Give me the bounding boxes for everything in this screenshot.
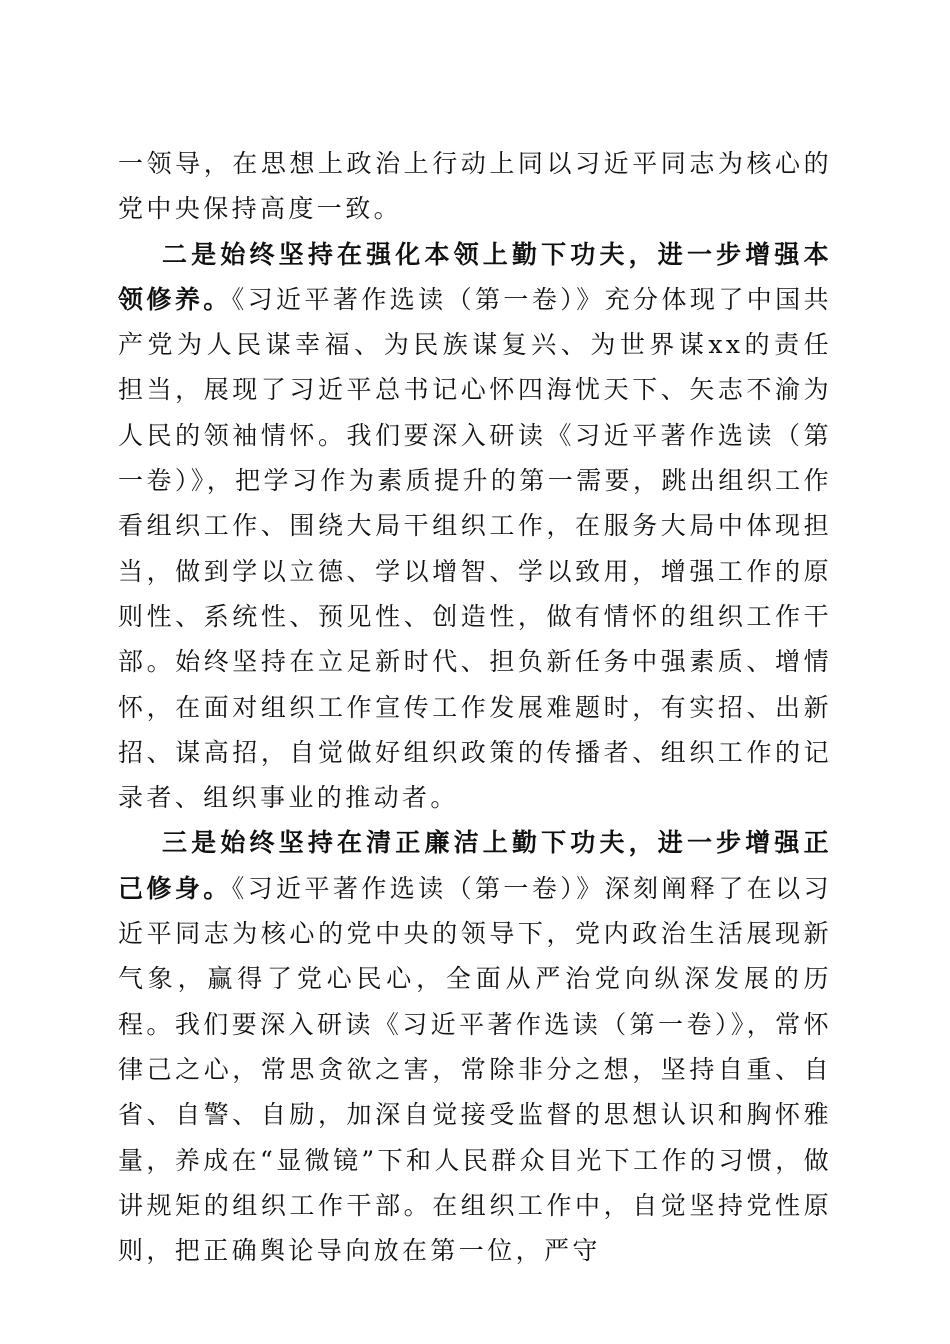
paragraph-lead: 三是始终坚持在清正廉洁上勤下功夫，进一步增强正己修身。 (118, 828, 832, 903)
paragraph-body: 《习近平著作选读（第一卷）》深刻阐释了在以习近平同志为核心的党中央的领导下，党内政治生活展现新气象，赢得了党心民心，全面从严治党向纵深发展的历程。我们要深入研读《习近平著作选读（第一卷）》，常怀律己之心，常思贪欲之害，常除非分之想，坚持自重、自省、自警、自励，加深自觉接受监督的思想认识和胸怀雅量，养成在“显微镜”下和人民群众目光下工作的习惯，做讲规矩的组织工作干部。在组织工作中，自觉坚持党性原则，把正确舆论导向放在第一位，严守 (118, 873, 832, 1266)
paragraph-integrity (118, 820, 832, 1273)
document-body (118, 141, 832, 1273)
paragraph-skills (118, 232, 832, 821)
paragraph-body: 一领导，在思想上政治上行动上同以习近平同志为核心的党中央保持高度一致。 (118, 149, 832, 224)
paragraph-continuation (118, 141, 832, 232)
paragraph-lead: 二是始终坚持在强化本领上勤下功夫，进一步增强本领修养。 (118, 239, 832, 314)
paragraph-body: 《习近平著作选读（第一卷）》充分体现了中国共产党为人民谋幸福、为民族谋复兴、为世界谋xx的责任担当，展现了习近平总书记心怀四海忧天下、矢志不渝为人民的领袖情怀。我们要深入研读《习近平著作选读（第一卷）》，把学习作为素质提升的第一需要，跳出组织工作看组织工作、围绕大局干组织工作，在服务大局中体现担当，做到学以立德、学以增智、学以致用，增强工作的原则性、系统性、预见性、创造性，做有情怀的组织工作干部。始终坚持在立足新时代、担负新任务中强素质、增情怀，在面对组织工作宣传工作发展难题时，有实招、出新招、谋高招，自觉做好组织政策的传播者、组织工作的记录者、组织事业的推动者。 (118, 284, 832, 813)
